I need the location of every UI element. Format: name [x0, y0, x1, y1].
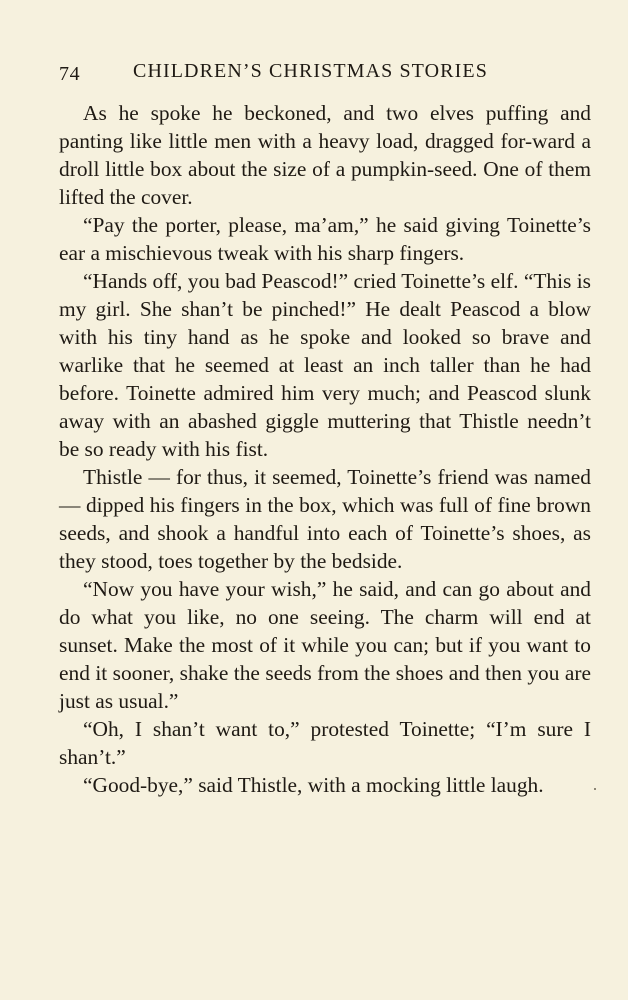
running-title: CHILDREN’S CHRISTMAS STORIES — [133, 60, 488, 82]
paragraph: “Good-bye,” said Thistle, with a mocking little laugh. — [83, 773, 544, 797]
paragraph: “Hands off, you bad Peascod!” cried Toinette’s elf. “This is my girl. She shan’t be pinched!” He dealt Peascod a blow with his tiny hand as he spoke and looked so brave and warlike that he seemed at least an inch taller than he had before. Toinette admired him very much; and Peascod slunk away with an abashed giggle muttering that Thistle needn’t be so ready with his fist. — [59, 269, 591, 461]
paper-speck — [594, 788, 596, 790]
paragraph: “Oh, I shan’t want to,” protested Toinette; “I’m sure I shan’t.” — [59, 717, 591, 769]
body-text — [59, 99, 591, 799]
paragraph: As he spoke he beckoned, and two elves puffing and panting like little men with a heavy load, dragged for-ward a droll little box about the size of a pumpkin-seed. One of them lifted the cover. — [59, 101, 591, 209]
paragraph: “Now you have your wish,” he said, and can go about and do what you like, no one seeing. The charm will end at sunset. Make the most of it while you can; but if you want to end it sooner, shake the seeds from the shoes and then you are just as usual.” — [59, 577, 591, 713]
paragraph: “Pay the porter, please, ma’am,” he said giving Toinette’s ear a mischievous tweak with his sharp fingers. — [59, 213, 591, 265]
page-header — [59, 60, 591, 90]
page-number: 74 — [59, 63, 81, 85]
paragraph: Thistle — for thus, it seemed, Toinette’s friend was named — dipped his fingers in the box, which was full of fine brown seeds, and shook a handful into each of Toinette’s shoes, as they stood, toes together by the bedside. — [59, 465, 591, 573]
